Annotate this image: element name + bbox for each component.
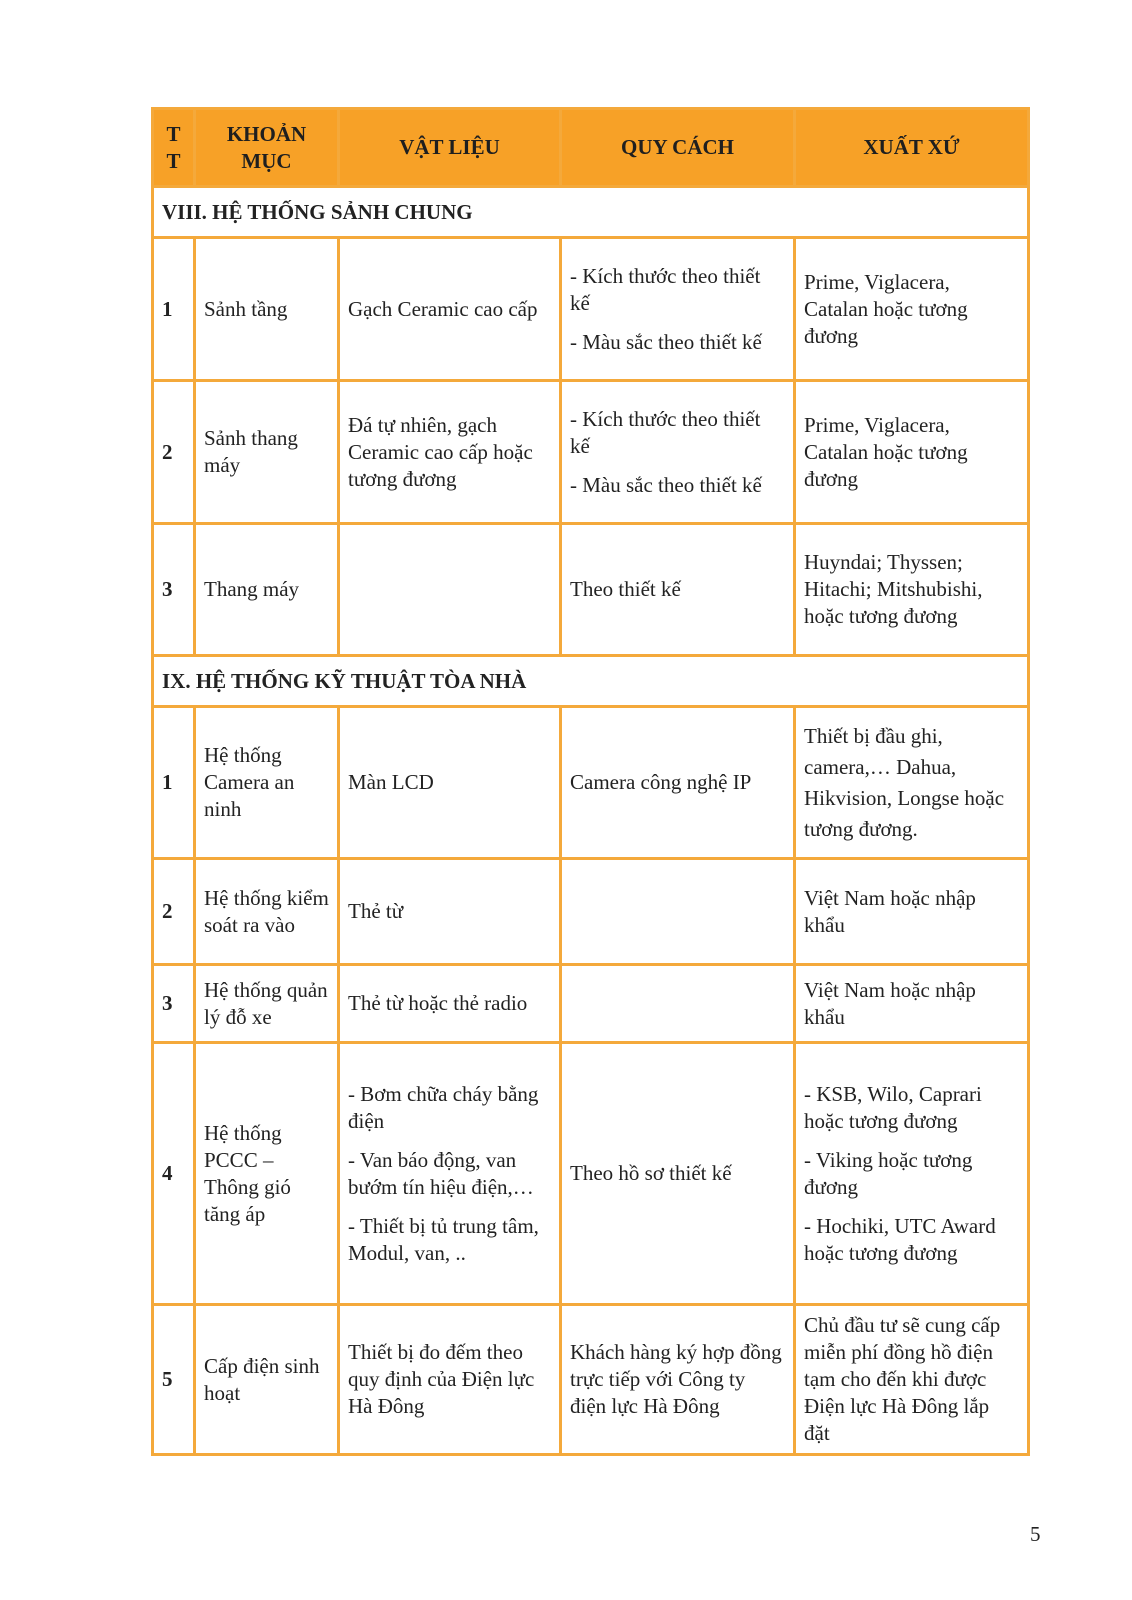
header-tt xyxy=(153,109,195,187)
xuat-xu-item: - KSB, Wilo, Caprari hoặc tương đương xyxy=(804,1081,982,1133)
xuat-xu-cell: Việt Nam hoặc nhập khẩu xyxy=(795,859,1029,965)
vat-lieu-cell xyxy=(339,524,561,656)
quy-cach-cell: Theo thiết kế xyxy=(561,524,795,656)
table-row xyxy=(153,238,1029,381)
row-number: 3 xyxy=(153,524,195,656)
khoan-muc-cell: Thang máy xyxy=(195,524,339,656)
row-number: 1 xyxy=(153,707,195,859)
header-quy-cach: QUY CÁCH xyxy=(561,109,795,187)
row-number: 3 xyxy=(153,965,195,1043)
header-vat-lieu: VẬT LIỆU xyxy=(339,109,561,187)
xuat-xu-cell: Prime, Viglacera, Catalan hoặc tương đương xyxy=(795,238,1029,381)
vat-lieu-item: - Van báo động, van bướm tín hiệu điện,… xyxy=(348,1147,534,1199)
section-row-ix xyxy=(153,656,1029,707)
vat-lieu-cell xyxy=(339,1043,561,1305)
row-number: 2 xyxy=(153,859,195,965)
vat-lieu-cell: Thẻ từ hoặc thẻ radio xyxy=(339,965,561,1043)
table-row xyxy=(153,1305,1029,1455)
quy-cach-item: - Màu sắc theo thiết kế xyxy=(570,329,762,354)
header-khoan-muc xyxy=(195,109,339,187)
khoan-muc-cell: Hệ thống quản lý đỗ xe xyxy=(195,965,339,1043)
khoan-muc-cell: Hệ thống kiểm soát ra vào xyxy=(195,859,339,965)
table-row xyxy=(153,524,1029,656)
khoan-muc-cell: Sảnh tầng xyxy=(195,238,339,381)
header-tt-line-1: T xyxy=(166,121,181,146)
page-number: 5 xyxy=(1030,1522,1041,1546)
header-xuat-xu: XUẤT XỨ xyxy=(795,109,1029,187)
quy-cach-cell: Camera công nghệ IP xyxy=(561,707,795,859)
xuat-xu-cell: Chủ đầu tư sẽ cung cấp miễn phí đồng hồ điện tạm cho đến khi được Điện lực Hà Đông lắp đặt xyxy=(795,1305,1029,1455)
section-row-viii xyxy=(153,187,1029,238)
vat-lieu-item: - Thiết bị tủ trung tâm, Modul, van, .. xyxy=(348,1213,539,1265)
header-tt-line-2: T xyxy=(166,148,181,173)
khoan-muc-cell: Hệ thống PCCC – Thông gió tăng áp xyxy=(195,1043,339,1305)
khoan-muc-cell: Hệ thống Camera an ninh xyxy=(195,707,339,859)
vat-lieu-cell: Thẻ từ xyxy=(339,859,561,965)
quy-cach-cell xyxy=(561,859,795,965)
khoan-muc-cell: Sảnh thang máy xyxy=(195,381,339,524)
xuat-xu-cell: Việt Nam hoặc nhập khẩu xyxy=(795,965,1029,1043)
vat-lieu-cell: Gạch Ceramic cao cấp xyxy=(339,238,561,381)
table-row xyxy=(153,965,1029,1043)
table-row xyxy=(153,1043,1029,1305)
quy-cach-cell: Khách hàng ký hợp đồng trực tiếp với Công ty điện lực Hà Đông xyxy=(561,1305,795,1455)
quy-cach-cell: Theo hồ sơ thiết kế xyxy=(561,1043,795,1305)
table-row xyxy=(153,381,1029,524)
quy-cach-item: - Kích thước theo thiết kế xyxy=(570,263,761,315)
quy-cach-cell xyxy=(561,965,795,1043)
table-row xyxy=(153,707,1029,859)
xuat-xu-cell xyxy=(795,1043,1029,1305)
vat-lieu-cell: Thiết bị đo đếm theo quy định của Điện lực Hà Đông xyxy=(339,1305,561,1455)
khoan-muc-cell: Cấp điện sinh hoạt xyxy=(195,1305,339,1455)
quy-cach-item: - Kích thước theo thiết kế xyxy=(570,406,761,458)
vat-lieu-cell: Đá tự nhiên, gạch Ceramic cao cấp hoặc tương đương xyxy=(339,381,561,524)
section-title: VIII. HỆ THỐNG SẢNH CHUNG xyxy=(153,187,1029,238)
row-number: 1 xyxy=(153,238,195,381)
section-title: IX. HỆ THỐNG KỸ THUẬT TÒA NHÀ xyxy=(153,656,1029,707)
xuat-xu-cell: Huyndai; Thyssen; Hitachi; Mitshubishi, hoặc tương đương xyxy=(795,524,1029,656)
quy-cach-cell xyxy=(561,238,795,381)
xuat-xu-cell: Prime, Viglacera, Catalan hoặc tương đương xyxy=(795,381,1029,524)
xuat-xu-item: - Viking hoặc tương đương xyxy=(804,1147,973,1199)
vat-lieu-item: - Bơm chữa cháy bằng điện xyxy=(348,1081,539,1133)
table-row xyxy=(153,859,1029,965)
xuat-xu-cell: Thiết bị đầu ghi, camera,… Dahua, Hikvision, Longse hoặc tương đương. xyxy=(795,707,1029,859)
header-khoan-muc-line-1: KHOẢN xyxy=(226,121,307,146)
table-header-row xyxy=(153,109,1029,187)
row-number: 2 xyxy=(153,381,195,524)
row-number: 4 xyxy=(153,1043,195,1305)
row-number: 5 xyxy=(153,1305,195,1455)
vat-lieu-cell: Màn LCD xyxy=(339,707,561,859)
spec-table xyxy=(151,107,1030,1456)
header-khoan-muc-line-2: MỤC xyxy=(241,148,292,173)
quy-cach-cell xyxy=(561,381,795,524)
quy-cach-item: - Màu sắc theo thiết kế xyxy=(570,472,762,497)
xuat-xu-item: - Hochiki, UTC Award hoặc tương đương xyxy=(804,1213,996,1265)
